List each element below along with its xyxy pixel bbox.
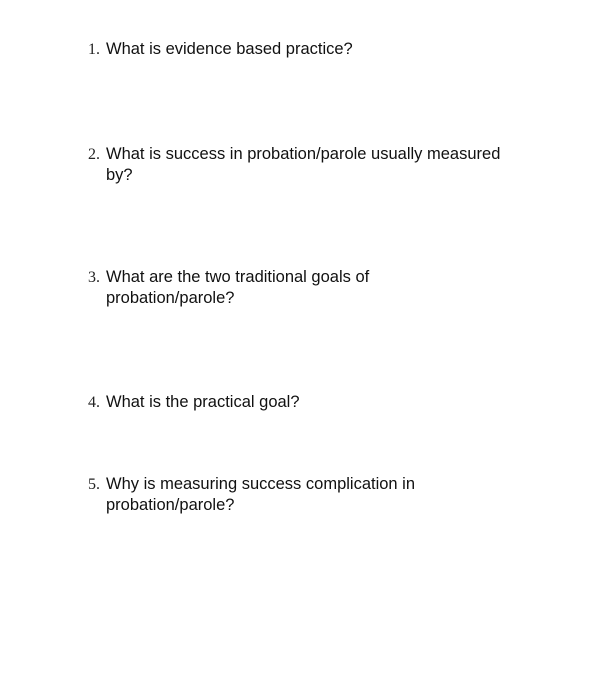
question-text: What are the two traditional goals of probation/parole? [106,268,370,307]
question-item [88,474,548,516]
question-item [88,39,548,60]
question-number: 2. [88,146,100,163]
question-item [88,144,548,186]
question-text: What is success in probation/parole usually measured by? [106,145,501,184]
question-number: 1. [88,41,100,58]
question-number: 5. [88,476,100,493]
question-item [88,267,548,309]
question-text: What is the practical goal? [106,393,300,411]
question-number: 4. [88,394,100,411]
question-text: What is evidence based practice? [106,40,353,58]
question-text: Why is measuring success complication in probation/parole? [106,475,416,514]
question-item [88,392,548,413]
question-number: 3. [88,269,100,286]
